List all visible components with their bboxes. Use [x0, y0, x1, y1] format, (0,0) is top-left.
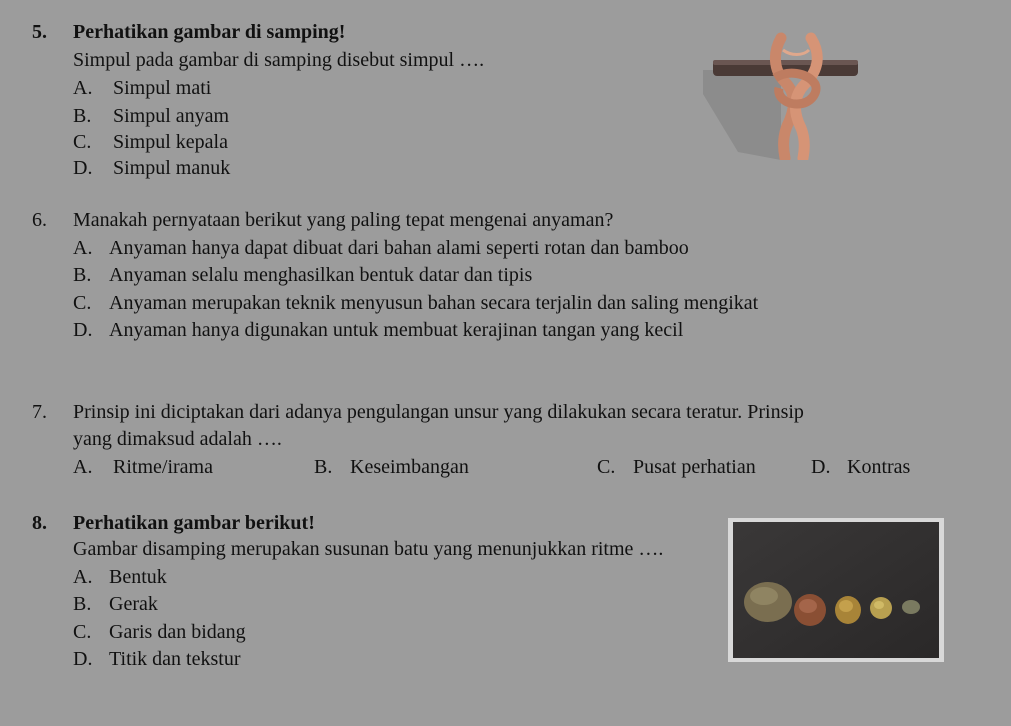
q8-option-c-letter: C.	[73, 621, 92, 643]
q5-option-b-letter: B.	[73, 105, 92, 127]
q5-option-d-text: Simpul manuk	[113, 157, 231, 179]
q8-option-a-letter: A.	[73, 566, 93, 588]
q7-stem-line1: Prinsip ini diciptakan dari adanya pengulangan unsur yang dilakukan secara teratur. Prinsip	[73, 401, 804, 423]
q8-option-a-text: Bentuk	[109, 566, 167, 588]
q8-option-b-letter: B.	[73, 593, 92, 615]
q7-option-d-text: Kontras	[847, 456, 911, 478]
q5-number: 5.	[32, 21, 47, 43]
q8-option-a	[73, 565, 167, 589]
q6-option-a	[73, 236, 689, 260]
q8-option-d-text: Titik dan tekstur	[109, 648, 241, 670]
q6-option-a-text: Anyaman hanya dapat dibuat dari bahan alami seperti rotan dan bamboo	[109, 237, 689, 259]
q8-option-b	[73, 592, 158, 616]
q7-number: 7.	[32, 401, 47, 423]
q8-option-d-letter: D.	[73, 648, 93, 670]
q7-option-a-text: Ritme/irama	[113, 456, 213, 478]
q7-option-c-text: Pusat perhatian	[633, 456, 756, 478]
q5-stem: Simpul pada gambar di samping disebut simpul ….	[73, 49, 485, 71]
q6-option-d-text: Anyaman hanya digunakan untuk membuat kerajinan tangan yang kecil	[109, 319, 684, 341]
q5-option-a-letter: A.	[73, 77, 93, 99]
q6-option-a-letter: A.	[73, 237, 93, 259]
q8-option-c	[73, 620, 246, 644]
q7-option-c-letter: C.	[597, 456, 616, 478]
q7-option-a	[73, 455, 213, 479]
q7-option-b-text: Keseimbangan	[350, 456, 469, 478]
q6-number: 6.	[32, 209, 47, 231]
q8-option-b-text: Gerak	[109, 593, 158, 615]
q6-stem: Manakah pernyataan berikut yang paling tepat mengenai anyaman?	[73, 209, 614, 231]
q8-option-c-text: Garis dan bidang	[109, 621, 246, 643]
q6-option-c	[73, 291, 758, 315]
q8-option-d	[73, 647, 241, 671]
knot-image	[703, 30, 858, 160]
q5-option-a	[73, 76, 211, 100]
q5-option-b	[73, 104, 229, 128]
q5-option-d	[73, 156, 230, 180]
q7-stem-line2: yang dimaksud adalah ….	[73, 428, 282, 450]
q5-title: Perhatikan gambar di samping!	[73, 21, 346, 43]
q6-option-b	[73, 263, 532, 287]
q5-option-a-text: Simpul mati	[113, 77, 212, 99]
q6-option-b-text: Anyaman selalu menghasilkan bentuk datar dan tipis	[109, 264, 533, 286]
q6-option-d-letter: D.	[73, 319, 93, 341]
q7-option-a-letter: A.	[73, 456, 93, 478]
q7-option-b-letter: B.	[314, 456, 333, 478]
q6-option-c-text: Anyaman merupakan teknik menyusun bahan secara terjalin dan saling mengikat	[109, 292, 759, 314]
q5-option-c	[73, 130, 228, 154]
q6-option-b-letter: B.	[73, 264, 92, 286]
q7-option-c	[597, 455, 756, 479]
q6-option-d	[73, 318, 683, 342]
q8-title: Perhatikan gambar berikut!	[73, 512, 315, 534]
q5-option-c-text: Simpul kepala	[113, 131, 228, 153]
q7-option-d	[811, 455, 910, 479]
q5-option-b-text: Simpul anyam	[113, 105, 230, 127]
q7-option-b	[314, 455, 469, 479]
q6-option-c-letter: C.	[73, 292, 92, 314]
q8-number: 8.	[32, 512, 47, 534]
stones-image	[728, 518, 944, 662]
q8-stem: Gambar disamping merupakan susunan batu yang menunjukkan ritme ….	[73, 538, 664, 560]
q7-option-d-letter: D.	[811, 456, 831, 478]
q5-option-c-letter: C.	[73, 131, 92, 153]
q5-option-d-letter: D.	[73, 157, 93, 179]
